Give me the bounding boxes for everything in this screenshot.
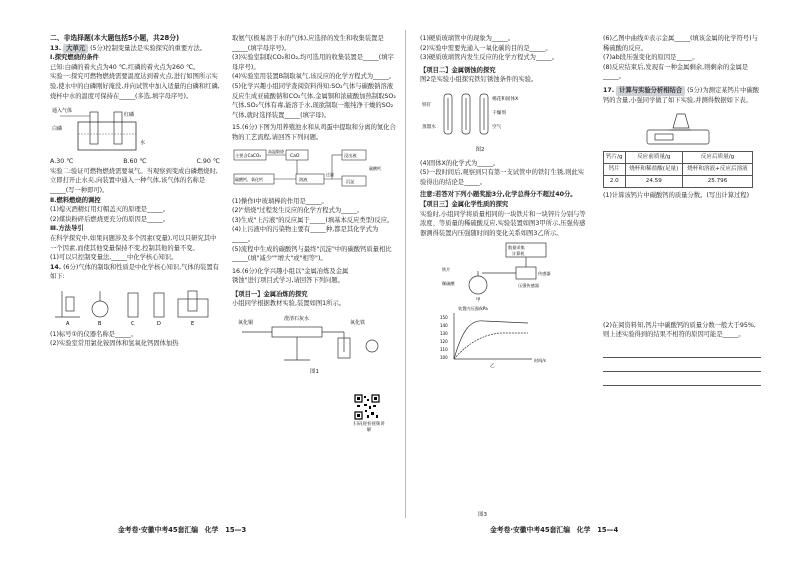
question-15-stem: 15.(6分)下图为用养殖池水和从鸡蛋中提取和分离的氮化合物的工艺流程,请回答下列问题。: [232, 124, 396, 141]
question-16-8: (8)反应结束后,发现有一种金属剩余,则剩余的金属是_____。: [603, 63, 749, 81]
project-1-title: 【项目一】金属冶炼的探究: [232, 290, 308, 298]
balance-body: [647, 130, 709, 144]
question-17-header: [603, 86, 761, 105]
part-3-title: Ⅲ.方法导引: [50, 225, 84, 233]
test-tube-1: [90, 112, 98, 144]
work-space[interactable]: [603, 201, 761, 321]
fig3-sensor: [516, 267, 536, 279]
fig3-sub-b: 乙: [490, 364, 495, 370]
fig3-x-label: 时间/s: [534, 358, 546, 364]
qr-caption: 扫码观看视频讲解: [353, 422, 385, 433]
footer-right: 金考卷·安徽中考45套汇编 化学 15—4: [490, 526, 619, 534]
fig3-tick-100: 100: [440, 355, 448, 361]
flow-text-9: 碳酸钙: [369, 165, 381, 171]
label-water: 水: [140, 140, 146, 147]
apparatus-b-flask: [92, 301, 108, 317]
flask: [673, 114, 689, 128]
table-sub-1: 钙片: [604, 164, 626, 176]
fig3-tick-140: 140: [440, 323, 448, 329]
table-row: [604, 176, 753, 188]
figure-13: [50, 104, 220, 154]
question-16-stem: 16.(6分)化学兴趣小组以"金属冶炼及金属锈蚀"进行项目式学习,请回答下列问题。: [232, 267, 349, 285]
figure-3-diagram: [420, 241, 570, 369]
question-15-3: (3)生成"上污液"的反应属于_____(填基本反应类型)反应。: [232, 216, 394, 224]
question-14-stem: (6分)气体的制取和性质是中化学核心知识,气体的装置有如下:: [50, 263, 219, 281]
qr-code-icon[interactable]: [354, 394, 380, 420]
flow-text-1: 主要含CaCO₃: [235, 152, 261, 158]
answer-line[interactable]: [603, 374, 761, 386]
fig2-label-3: 干燥剂: [492, 110, 506, 116]
fig1-glass-tube: [272, 327, 322, 337]
options-row: [50, 157, 220, 167]
flow-text-2: 高温煅烧: [268, 148, 284, 154]
question-16-5: (5)一段时间后,观察到只有第一支试管中的铁钉生锈,则此实验得出的结论是_____。: [420, 169, 585, 186]
table-cell-3: 25.796: [682, 176, 752, 188]
option-b: B.60 ℃: [123, 158, 147, 166]
table-head-2: 反应前质量/g: [625, 152, 682, 164]
option-a: A.30 ℃: [50, 158, 74, 166]
question-17-2: (2)在阅资料知,钙片中碳酸钙的质量分数一般大于95%,则上述实验得到的结果不相符的原因可能是_____。: [603, 321, 756, 339]
fig2-label-4: 空气: [492, 124, 502, 130]
label-e: E: [191, 320, 195, 327]
fig3-flask: [469, 276, 487, 294]
fig2-label-2: 铁钉: [422, 102, 432, 108]
fig3-y-label: 装置内压强/kPa: [458, 306, 488, 312]
fig3-sub-a: 甲: [476, 298, 481, 304]
figure-3: [420, 241, 588, 369]
question-14-3: (3)实验室制取CO₂和O₂,均可选用的收集装置是_____(填字母序号)。: [232, 54, 394, 71]
table-sub-3: 烧杯和溶液+反应后溶液: [682, 164, 752, 176]
beaker: [78, 122, 136, 150]
apparatus-d-bottle: [154, 293, 164, 317]
fig3-label-1: 数据采集: [508, 245, 525, 251]
question-15-2: (2)"焙烧"过程发生反应的化学方程式为_____。: [232, 207, 364, 215]
label-red-phosphorus: 红磷: [124, 112, 135, 119]
column-3: [420, 34, 588, 372]
flow-text-3: CaO: [290, 153, 300, 159]
method-question: (1)可以只控制变量法,_____中化学核心知识。: [50, 254, 178, 262]
center-divider: [405, 30, 406, 518]
known-text: 已知:白磷的着火点为40 ℃,红磷的着火点为260 ℃。: [50, 63, 200, 71]
footer-left: 金考卷·安徽中考45套汇编 化学 15—3: [118, 526, 247, 534]
question-17-tag: 计算与实验分析相结合: [616, 86, 685, 96]
project-3-title: 【项目三】金属化学性质的探究: [420, 200, 509, 208]
flow-text-5: 溶液: [299, 176, 308, 182]
fig2-label-1: 蒸馏水: [422, 124, 436, 130]
question-13-number: 13.: [50, 44, 62, 52]
column-4: [603, 34, 761, 388]
question-17-1: (1)计算该钙片中碳酸钙的质量分数。(写出计算过程): [603, 192, 750, 200]
figure-14: [50, 285, 220, 327]
question-13-stem: (5分)控制变量法是实验探究的重要方法。: [90, 44, 207, 52]
experiment-2-text: 实验二:验证可燃物燃烧需要氧气。当观察到变成白磷燃烧时,立即打开止水夹,向装置中通入一种气体,该气体的名称是_____(写一种即可)。: [50, 167, 218, 194]
project-2-text: 图2是实验小组探究铁钉锈蚀条件的实验。: [420, 76, 538, 84]
table-cell-1: 2.0: [604, 176, 626, 188]
fig3-curve-2: [454, 333, 528, 359]
figure-13-diagram: [50, 104, 160, 154]
label-d: D: [157, 320, 161, 327]
question-14-5: (5)化学兴趣小组同学查阅资料得知:SO₂气体与碳酸钠溶液反应生成亚硫酸钠和CO₂气体,金属铜和浓硫酸加热制取SO₂气体,SO₂气体有毒,能溶于水,现欲制取一瓶纯净干燥的SO₂气体,就时选择装置_____(填字母)。: [232, 82, 396, 119]
fig3-tick-130: 130: [440, 331, 448, 337]
label-a: A: [66, 320, 70, 327]
question-14-number: 14.: [50, 263, 62, 271]
question-16-4: (4)固体X的化学式为_____。: [420, 159, 500, 167]
apparatus-diagram: [50, 285, 215, 327]
question-17-stem: (5分)为测定某钙片中碳酸钙的含量,小强同学做了如下实验,并测得数据如下表。: [603, 86, 760, 104]
figure-1-diagram: [232, 312, 392, 368]
project-3-text: 实验时,小组同学将质量相同的一块铁片和一块锌片分别与等浓度、等质量的稀硫酸反应,实验装置如图3甲所示,压强传感器测得装置内压强随时间的变化关系如图3乙所示。: [420, 210, 586, 237]
table-cell-2: 24.59: [625, 176, 682, 188]
flow-chart-svg: [232, 146, 392, 194]
figure-3-caption: 图3: [478, 512, 487, 518]
fig1-burner: [366, 340, 378, 352]
fig1-label-3: 氧化铁: [350, 320, 366, 327]
answer-line[interactable]: [603, 346, 761, 358]
figure-1-caption: 图1: [310, 369, 319, 376]
question-16-7: (7)ab段压强变化的原因是_____。: [603, 54, 699, 62]
question-15-1: (1)操作Ⅰ中玻璃棒的作用是_____。: [232, 197, 328, 205]
fig3-label-3: 传感器: [538, 271, 551, 277]
flow-text-7: 浸出液: [344, 152, 357, 158]
balance-figure: [603, 108, 761, 148]
column-1: [50, 34, 220, 349]
fig3-curve-1: [454, 321, 528, 359]
flow-text-6: 过滤: [326, 171, 334, 177]
question-14-2-cont: 取氨气(极易溶于水的气体),应选择的发生和收集装置是_____(填字母序号)。: [232, 35, 384, 52]
option-c: C.90 ℃: [196, 158, 220, 166]
question-14-4: (4)实验室用装置B制取氧气,该反应的化学方程式为_____。: [232, 73, 396, 81]
fig3-label-4: 铁片: [442, 267, 451, 273]
flow-text-8: 沉淀: [346, 178, 355, 184]
answer-lines: [603, 346, 761, 386]
fig3-label-2: 计算机: [512, 251, 525, 257]
question-15-5: (5)流程中生成的碳酸钙与最终"沉淀"中的碳酸钙质量相比_____(填"减少""增大"或"相等")。: [232, 245, 392, 263]
apparatus-e-jar: [188, 291, 197, 311]
flow-diagram: [232, 146, 397, 194]
balance-icon: [639, 108, 719, 148]
question-16-2: (2)实验中需要先通入一氧化碳的目的是_____。: [420, 44, 552, 52]
section-title: 二、非选择题(本大题包括5小题，共28分): [50, 34, 180, 42]
figure-2-caption: 图2: [475, 146, 485, 153]
part-2-title: Ⅱ.燃料燃烧的调控: [50, 196, 101, 204]
part-1-title: Ⅰ.探究燃烧的条件: [50, 54, 99, 62]
fig3-tick-120: 120: [440, 339, 448, 345]
apparatus-a-tube: [66, 297, 74, 311]
question-13-header: [50, 44, 220, 54]
project-2-title: 【项目二】金属锈蚀的探究: [420, 66, 496, 74]
column-2: [232, 34, 397, 381]
label-c: C: [131, 320, 135, 327]
bonus-note: 注意:若答对下列小题奖励3分,化学总得分不超过40分。: [420, 191, 577, 199]
question-16-1: (1)硬质玻璃管中的现象为_____。: [420, 35, 514, 42]
fig2-label-5: 棉花和固体X: [492, 96, 519, 102]
question-17-number: 17.: [603, 86, 615, 94]
test-tube-2: [114, 112, 122, 144]
figure-2: [420, 88, 588, 156]
figure-1: [232, 312, 397, 378]
question-13-part2-2: (2)煤块粉碎后燃烧更充分的原因是_____。: [50, 215, 170, 223]
table-head-1: 钙片/g: [604, 152, 626, 164]
question-13-tag: 大单元: [63, 44, 88, 54]
method-text: 在科学探究中,如果问题涉及多个因素(变量),可以只研究其中一个因素,而使其他变量保持不变,控制其他的量不变。: [50, 234, 217, 252]
apparatus-e-trough: [178, 299, 208, 317]
project-1-text: 小组同学根据教材实验,装置如图1所示。: [232, 300, 346, 308]
question-14-header: [50, 263, 220, 282]
balance-display: [655, 134, 673, 140]
fig3-label-6: 压强传感器: [518, 283, 539, 289]
fig3-tick-110: 110: [440, 347, 448, 353]
question-13-part2-1: (1)熄灭酒精灯用灯帽盖灭的原理是_____。: [50, 206, 170, 214]
flow-text-4: 碳酸钙、氧化钙: [235, 176, 263, 182]
apparatus-c-bottle: [128, 293, 138, 317]
table-header-row: [604, 152, 753, 164]
answer-line[interactable]: [603, 360, 761, 372]
question-14-2: (2)实验室常用氯化铵固体和氢氧化钙固体加热: [50, 340, 179, 348]
fig3-tick-150: 150: [440, 315, 448, 321]
table-sub-row: [604, 164, 753, 176]
experiment-1-text: 实验一:探究可燃物燃烧需要温度达到着火点,进行如图所示实验,使水中的白磷刚好淹没,并向试管中加入适量的白磷和红磷,烧杯中水的温度可保持在_____(多选,填字母序号)。: [50, 73, 220, 100]
fig3-label-5: 稀硫酸: [442, 281, 455, 287]
label-white-phosphorus: 白磷: [52, 126, 63, 133]
question-16-6: (6)乙图中曲线①表示金属_____(填该金属的化学符号)与稀硫酸的反应。: [603, 35, 758, 52]
figure-2-diagram: [420, 88, 540, 146]
fig1-label-2: 澄清石灰水: [284, 316, 310, 323]
table-sub-2: 烧杯和稀盐酸(足量): [625, 164, 682, 176]
question-14-1: (1)标号①的仪器名称是_____。: [50, 330, 137, 338]
table-head-3: 反应后质量/g: [682, 152, 752, 164]
data-table: [603, 151, 753, 188]
label-gas: 通入气体: [52, 108, 73, 115]
question-15-4: (4)上污液中的污染物主要有_____种,都是其化学式为_____。: [232, 226, 379, 243]
label-b: B: [98, 320, 102, 327]
fig1-label-1: 氧化铜: [238, 320, 254, 327]
question-16-3: (3)硬质玻璃管内发生反应的化学方程式为_____。: [420, 54, 559, 62]
